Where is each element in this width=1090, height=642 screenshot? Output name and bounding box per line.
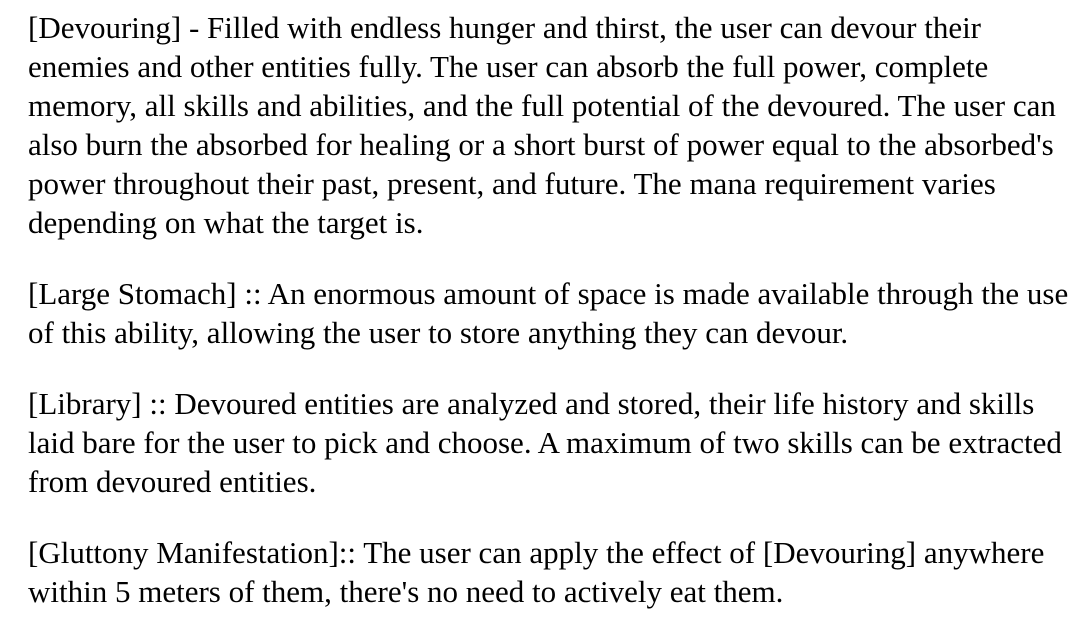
paragraph-large-stomach: [Large Stomach] :: An enormous amount of space is made available through the use of this ability, allowing the user to store anything they can devour. [28,276,1069,350]
paragraph-devouring: [Devouring] - Filled with endless hunger and thirst, the user can devour their enemies and other entities fully. The user can absorb the full power, complete memory, all skills and abilities, and the full potential of the devoured. The user can also burn the absorbed for healing or a short burst of power equal to the absorbed's power throughout their past, present, and future. The mana requirement varies depending on what the target is. [28,10,1056,240]
paragraph-library: [Library] :: Devoured entities are analyzed and stored, their life history and skills laid bare for the user to pick and choose. A maximum of two skills can be extracted from devoured entities. [28,386,1062,499]
paragraph-gluttony-manifestation: [Gluttony Manifestation]:: The user can apply the effect of [Devouring] anywhere within 5 meters of them, there's no need to actively eat them. [28,535,1045,609]
